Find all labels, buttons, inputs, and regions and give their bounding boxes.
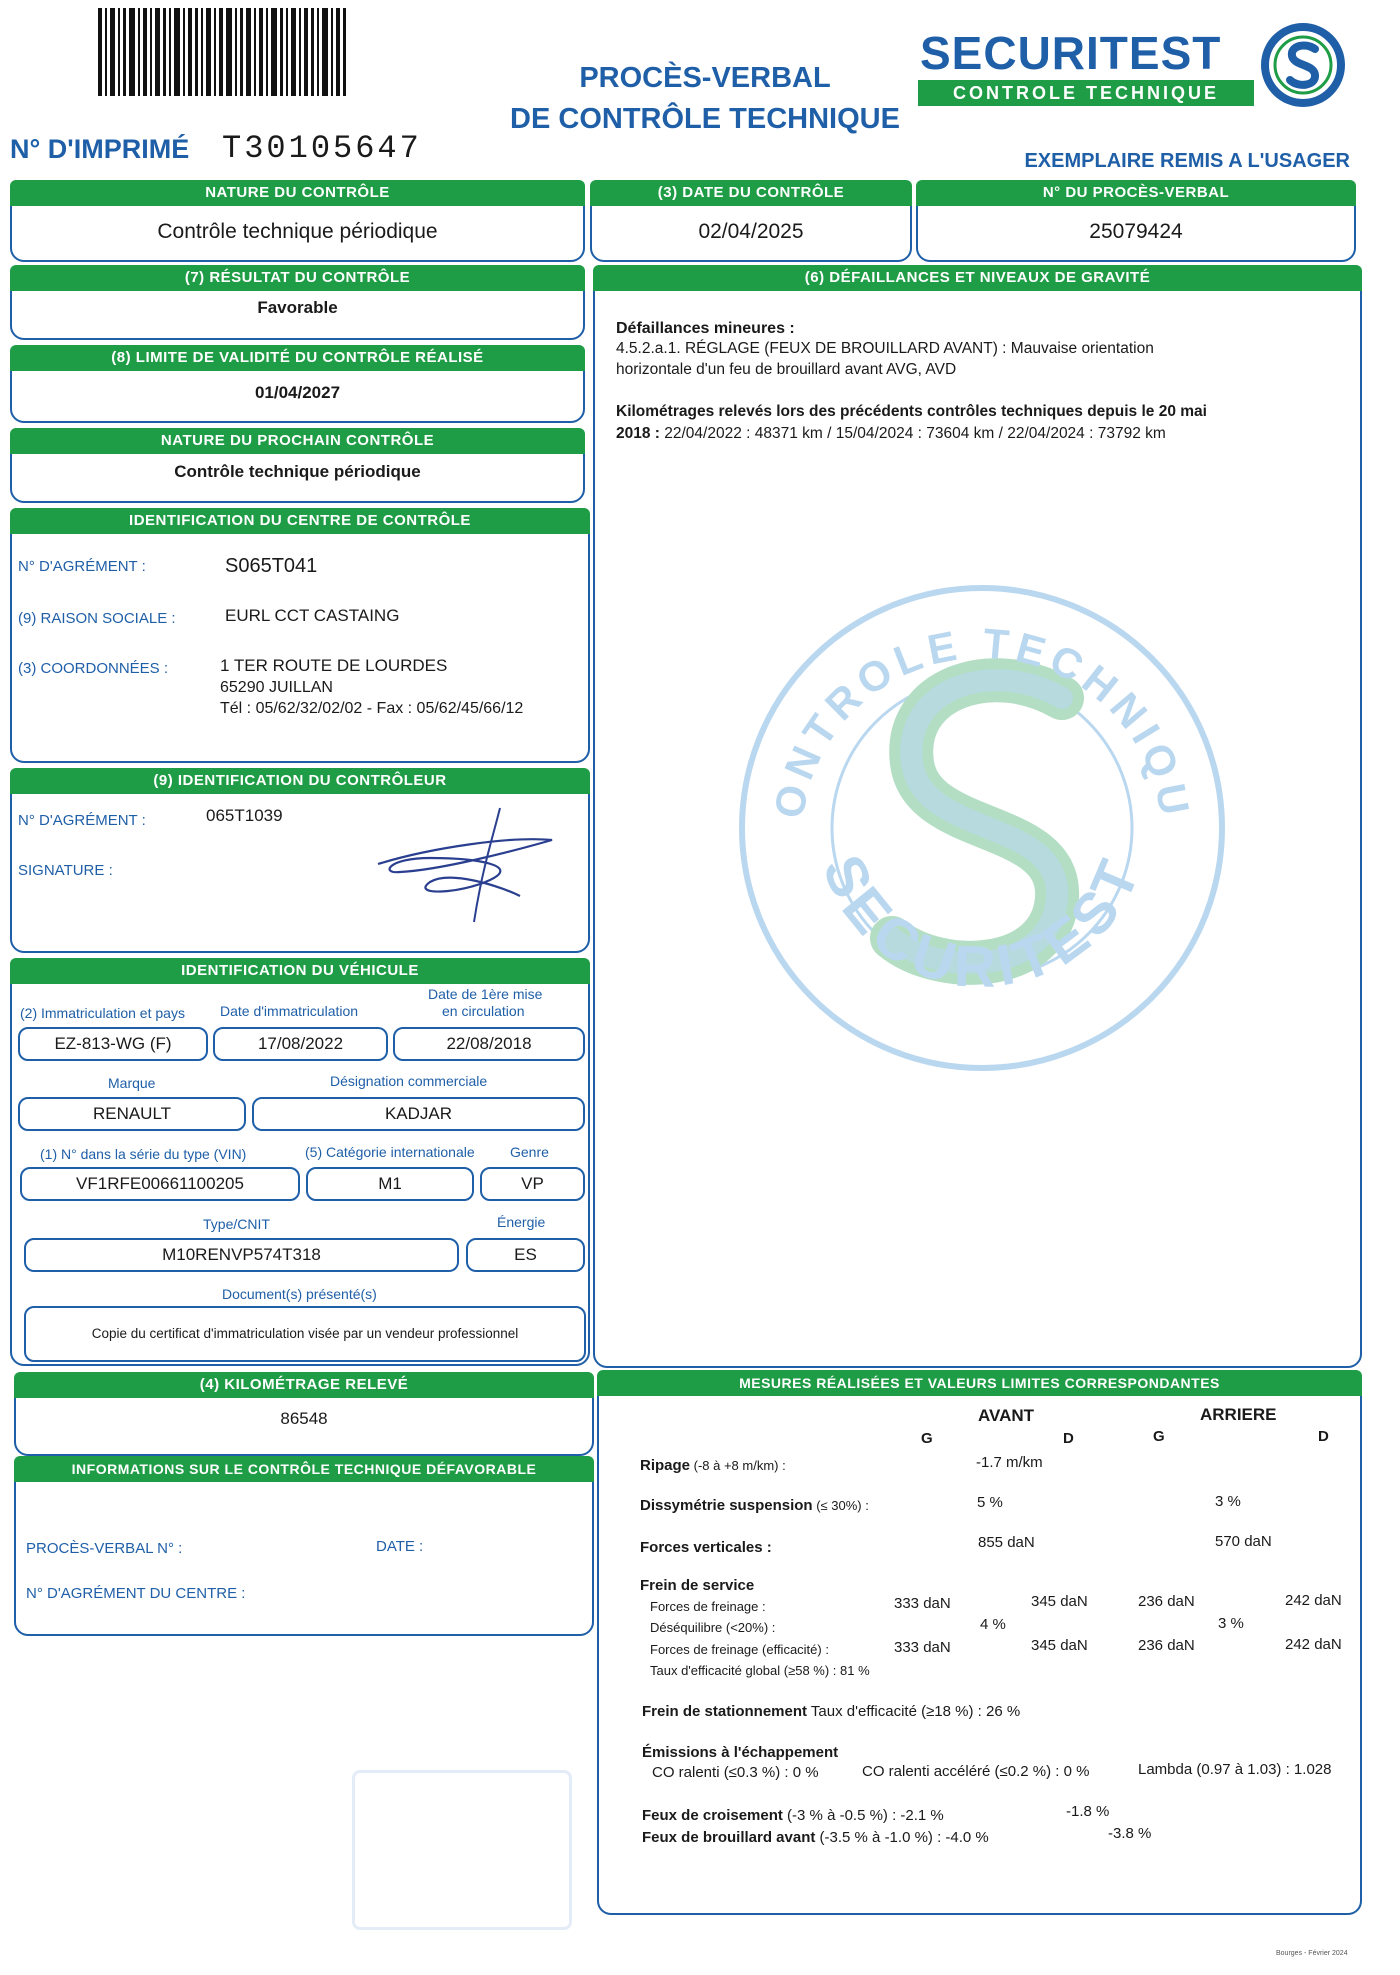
brouillard-title: Feux de brouillard avant bbox=[642, 1829, 816, 1846]
center-raison-label: (9) RAISON SOCIALE : bbox=[18, 610, 176, 627]
forces-verticales-front: 855 daN bbox=[978, 1534, 1035, 1551]
center-phone-fax: Tél : 05/62/32/02/02 - Fax : 05/62/45/66/12 bbox=[220, 700, 524, 717]
first-circ-label-2: en circulation bbox=[442, 1003, 525, 1019]
lambda: Lambda (0.97 à 1.03) : 1.028 bbox=[1138, 1761, 1332, 1778]
controller-signature bbox=[370, 800, 560, 930]
ripage-value: -1.7 m/km bbox=[976, 1454, 1043, 1471]
type-label: Type/CNIT bbox=[203, 1216, 270, 1232]
result-value: Favorable bbox=[257, 298, 338, 317]
immat-field: EZ-813-WG (F) bbox=[18, 1027, 208, 1061]
km-header: (4) KILOMÉTRAGE RELEVÉ bbox=[14, 1372, 594, 1398]
km-history-line bbox=[616, 425, 1166, 443]
desequilibre-rear: 3 % bbox=[1218, 1615, 1244, 1632]
freinage-front-d: 345 daN bbox=[1031, 1593, 1088, 1610]
result-header: (7) RÉSULTAT DU CONTRÔLE bbox=[10, 265, 585, 291]
designation-field: KADJAR bbox=[252, 1097, 585, 1131]
efficacite-front-d: 345 daN bbox=[1031, 1637, 1088, 1654]
pv-header: N° DU PROCÈS-VERBAL bbox=[916, 180, 1356, 206]
documents-label: Document(s) présenté(s) bbox=[222, 1286, 377, 1302]
energie-field: ES bbox=[466, 1238, 585, 1272]
defects-header: (6) DÉFAILLANCES ET NIVEAUX DE GRAVITÉ bbox=[593, 265, 1362, 291]
center-coord-label: (3) COORDONNÉES : bbox=[18, 660, 169, 677]
km-history-title: Kilométrages relevés lors des précédents contrôles techniques depuis le 20 mai bbox=[616, 403, 1207, 420]
minor-defect-line1: 4.5.2.a.1. RÉGLAGE (FEUX DE BROUILLARD AVANT) : Mauvaise orientation bbox=[616, 340, 1154, 357]
croisement-values: (-3 % à -0.5 %) : -2.1 % bbox=[782, 1807, 944, 1824]
watermark-bottom-text: SECURITEST bbox=[809, 845, 1155, 1001]
genre-field: VP bbox=[480, 1167, 585, 1201]
documents-field: Copie du certificat d'immatriculation visée par un vendeur professionnel bbox=[24, 1306, 586, 1362]
nature-value: Contrôle technique périodique bbox=[157, 220, 438, 243]
center-header: IDENTIFICATION DU CENTRE DE CONTRÔLE bbox=[10, 508, 590, 534]
desequilibre-label: Déséquilibre (<20%) : bbox=[650, 1620, 776, 1635]
freinage-rear-g: 236 daN bbox=[1138, 1593, 1195, 1610]
watermark-top-text: ONTROLE TECHNIQU bbox=[764, 619, 1200, 825]
efficacite-rear-d: 242 daN bbox=[1285, 1636, 1342, 1653]
freinage-front-g: 333 daN bbox=[894, 1595, 951, 1612]
defav-header: INFORMATIONS SUR LE CONTRÔLE TECHNIQUE DÉFAVORABLE bbox=[14, 1456, 594, 1482]
date-immat-field: 17/08/2022 bbox=[213, 1027, 388, 1061]
center-address-line1: 1 TER ROUTE DE LOURDES bbox=[220, 656, 448, 675]
defav-date-label: DATE : bbox=[376, 1538, 424, 1555]
forces-verticales-rear: 570 daN bbox=[1215, 1533, 1272, 1550]
imprime-number: T30105647 bbox=[222, 130, 422, 167]
document-title-line1: PROCÈS-VERBAL bbox=[579, 62, 831, 94]
taux-global-label: Taux d'efficacité global (≥58 %) : 81 % bbox=[650, 1663, 870, 1678]
securitest-watermark bbox=[732, 578, 1232, 1078]
categorie-field: M1 bbox=[306, 1167, 474, 1201]
next-control-header: NATURE DU PROCHAIN CONTRÔLE bbox=[10, 428, 585, 454]
center-address-line2: 65290 JUILLAN bbox=[220, 679, 333, 696]
forces-freinage-label: Forces de freinage : bbox=[650, 1599, 766, 1614]
efficacite-rear-g: 236 daN bbox=[1138, 1637, 1195, 1654]
brouillard-right: -3.8 % bbox=[1108, 1825, 1152, 1842]
controller-agrement-value: 065T1039 bbox=[206, 806, 283, 825]
km-history-values: 22/04/2022 : 48371 km / 15/04/2024 : 73604 km / 22/04/2024 : 73792 km bbox=[659, 425, 1166, 442]
desequilibre-front: 4 % bbox=[980, 1616, 1006, 1633]
defav-pv-label: PROCÈS-VERBAL N° : bbox=[26, 1540, 183, 1557]
validity-value: 01/04/2027 bbox=[254, 383, 341, 402]
document-title-line2: DE CONTRÔLE TECHNIQUE bbox=[510, 103, 900, 135]
first-circ-field: 22/08/2018 bbox=[393, 1027, 585, 1061]
freinage-rear-d: 242 daN bbox=[1285, 1592, 1342, 1609]
brand-name: SECURITEST bbox=[920, 27, 1222, 79]
signature-label: SIGNATURE : bbox=[18, 862, 113, 879]
frein-service-label: Frein de service bbox=[640, 1577, 755, 1594]
co-accelere: CO ralenti accéléré (≤0.2 %) : 0 % bbox=[862, 1763, 1090, 1780]
arriere-g-header: G bbox=[1153, 1428, 1165, 1445]
arriere-header: ARRIERE bbox=[1200, 1405, 1277, 1424]
defav-agrement-label: N° D'AGRÉMENT DU CENTRE : bbox=[26, 1585, 246, 1602]
center-agrement-value: S065T041 bbox=[225, 555, 318, 577]
validity-header: (8) LIMITE DE VALIDITÉ DU CONTRÔLE RÉALISÉ bbox=[10, 345, 585, 371]
genre-label: Genre bbox=[510, 1144, 549, 1160]
barcode bbox=[98, 8, 348, 96]
vin-label: (1) N° dans la série du type (VIN) bbox=[40, 1146, 247, 1162]
first-circ-label-1: Date de 1ère mise bbox=[428, 986, 543, 1002]
securitest-logo bbox=[918, 22, 1358, 114]
avant-d-header: D bbox=[1063, 1430, 1074, 1447]
efficacite-front-g: 333 daN bbox=[894, 1639, 951, 1656]
avant-header: AVANT bbox=[978, 1406, 1035, 1425]
arriere-d-header: D bbox=[1318, 1428, 1329, 1445]
km-history-year: 2018 : bbox=[616, 425, 660, 442]
minor-defects-title: Défaillances mineures : bbox=[616, 320, 795, 337]
footer-note: Bourges - Février 2024 bbox=[1276, 1950, 1348, 1957]
ripage-label bbox=[640, 1457, 786, 1474]
croisement-title: Feux de croisement bbox=[642, 1807, 783, 1824]
date-value: 02/04/2025 bbox=[698, 220, 804, 243]
designation-label: Désignation commerciale bbox=[330, 1073, 488, 1089]
next-control-value: Contrôle technique périodique bbox=[174, 462, 421, 481]
copy-note: EXEMPLAIRE REMIS A L'USAGER bbox=[1024, 150, 1350, 172]
minor-defect-line2: horizontale d'un feu de brouillard avant AVG, AVD bbox=[616, 361, 957, 378]
croisement-right: -1.8 % bbox=[1066, 1803, 1110, 1820]
co-ralenti: CO ralenti (≤0.3 %) : 0 % bbox=[652, 1764, 819, 1781]
immat-label: (2) Immatriculation et pays bbox=[20, 1005, 185, 1021]
svg-text:SECURITEST bbox=[810, 846, 1154, 1000]
brand-s-icon bbox=[1260, 22, 1346, 108]
brouillard-row bbox=[642, 1829, 989, 1846]
center-box bbox=[10, 508, 590, 763]
date-immat-label: Date d'immatriculation bbox=[220, 1003, 359, 1019]
controller-agrement-label: N° D'AGRÉMENT : bbox=[18, 812, 146, 829]
ripage-limits: (-8 à +8 m/km) : bbox=[690, 1458, 786, 1473]
measures-header: MESURES RÉALISÉES ET VALEURS LIMITES CORRESPONDANTES bbox=[597, 1370, 1362, 1396]
stamp-area bbox=[352, 1770, 572, 1930]
nature-header: NATURE DU CONTRÔLE bbox=[10, 180, 585, 206]
type-field: M10RENVP574T318 bbox=[24, 1238, 459, 1272]
imprime-label: N° D'IMPRIMÉ bbox=[10, 134, 190, 164]
km-value: 86548 bbox=[280, 1409, 328, 1428]
center-raison-value: EURL CCT CASTAING bbox=[225, 606, 400, 625]
vin-field: VF1RFE00661100205 bbox=[20, 1167, 300, 1201]
categorie-label: (5) Catégorie internationale bbox=[305, 1144, 475, 1160]
date-header: (3) DATE DU CONTRÔLE bbox=[590, 180, 912, 206]
brand-subtitle: CONTROLE TECHNIQUE bbox=[918, 80, 1254, 106]
avant-g-header: G bbox=[921, 1430, 933, 1447]
vehicle-header: IDENTIFICATION DU VÉHICULE bbox=[10, 958, 590, 984]
dissymetrie-limits: (≤ 30%) : bbox=[812, 1498, 869, 1513]
forces-efficacite-label: Forces de freinage (efficacité) : bbox=[650, 1642, 829, 1657]
dissymetrie-label bbox=[640, 1497, 869, 1514]
emissions-label: Émissions à l'échappement bbox=[642, 1744, 839, 1761]
dissymetrie-rear: 3 % bbox=[1215, 1493, 1241, 1510]
pv-number: 25079424 bbox=[1089, 220, 1183, 243]
marque-label: Marque bbox=[108, 1075, 156, 1091]
center-agrement-label: N° D'AGRÉMENT : bbox=[18, 558, 146, 575]
croisement-row bbox=[642, 1807, 944, 1824]
brouillard-values: (-3.5 % à -1.0 %) : -4.0 % bbox=[815, 1829, 989, 1846]
dissymetrie-front: 5 % bbox=[977, 1494, 1003, 1511]
stationnement-row bbox=[642, 1703, 1020, 1720]
forces-verticales-label: Forces verticales : bbox=[640, 1539, 772, 1556]
stationnement-title: Frein de stationnement bbox=[642, 1703, 808, 1720]
ripage-title: Ripage bbox=[640, 1457, 691, 1474]
energie-label: Énergie bbox=[497, 1214, 546, 1230]
stationnement-value: Taux d'efficacité (≥18 %) : 26 % bbox=[807, 1703, 1021, 1720]
controller-header: (9) IDENTIFICATION DU CONTRÔLEUR bbox=[10, 768, 590, 794]
marque-field: RENAULT bbox=[18, 1097, 246, 1131]
dissymetrie-title: Dissymétrie suspension bbox=[640, 1497, 813, 1514]
